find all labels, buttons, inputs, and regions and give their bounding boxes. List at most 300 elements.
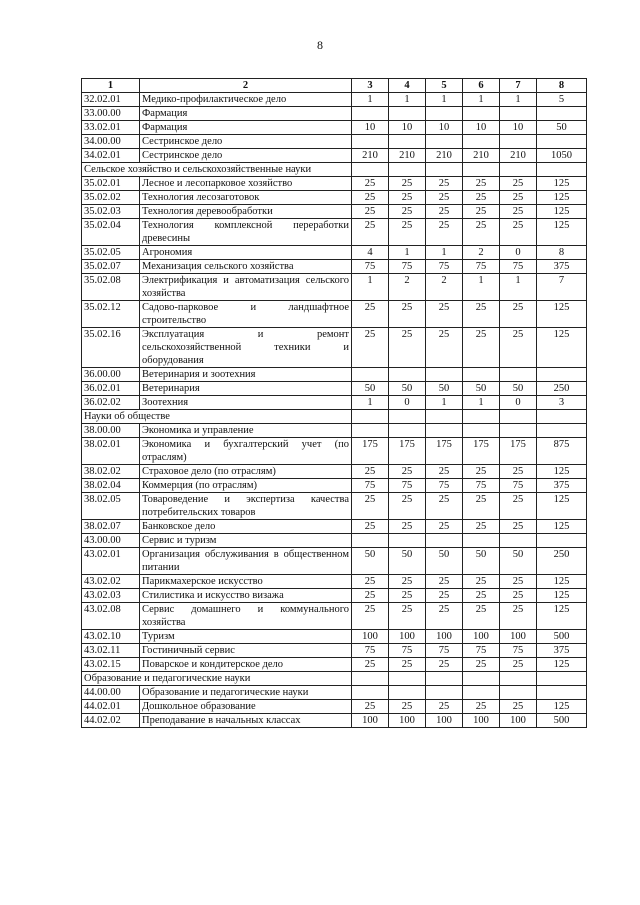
table-row (82, 246, 587, 260)
specialty-name: Парикмахерское искусство (140, 575, 352, 589)
year-value-cell: 25 (426, 191, 463, 205)
year-value-cell: 25 (463, 177, 500, 191)
specialty-code: 43.02.11 (82, 644, 140, 658)
total-cell: 125 (537, 219, 587, 246)
year-value-cell: 1 (463, 93, 500, 107)
year-value-cell: 175 (500, 438, 537, 465)
year-value-cell: 75 (426, 644, 463, 658)
year-value-cell: 25 (500, 191, 537, 205)
year-value-cell: 100 (463, 714, 500, 728)
specialty-code: 34.00.00 (82, 135, 140, 149)
table-row (82, 177, 587, 191)
column-header: 4 (389, 79, 426, 93)
total-cell: 1050 (537, 149, 587, 163)
year-value-cell: 25 (463, 603, 500, 630)
table-row (82, 479, 587, 493)
specialty-code: 43.02.03 (82, 589, 140, 603)
column-header: 2 (140, 79, 352, 93)
table-row (82, 191, 587, 205)
year-value-cell: 25 (389, 493, 426, 520)
table-row (82, 135, 587, 149)
year-value-cell: 25 (389, 191, 426, 205)
year-value-cell: 25 (426, 603, 463, 630)
specialty-name: Стилистика и искусство визажа (140, 589, 352, 603)
year-value-cell: 25 (500, 465, 537, 479)
year-value-cell: 2 (389, 274, 426, 301)
year-value-cell: 10 (463, 121, 500, 135)
year-value-cell: 25 (426, 520, 463, 534)
year-value-cell (500, 368, 537, 382)
specialty-name: Сестринское дело (140, 135, 352, 149)
year-value-cell: 25 (500, 177, 537, 191)
specialty-code: 44.02.01 (82, 700, 140, 714)
year-value-cell: 1 (500, 93, 537, 107)
specialty-code: 38.02.02 (82, 465, 140, 479)
year-value-cell: 75 (463, 479, 500, 493)
column-header: 3 (352, 79, 389, 93)
table-row (82, 686, 587, 700)
specialty-code: 43.02.01 (82, 548, 140, 575)
total-cell: 125 (537, 575, 587, 589)
year-value-cell: 25 (389, 700, 426, 714)
year-value-cell: 100 (500, 714, 537, 728)
empty-cell (500, 410, 537, 424)
year-value-cell: 50 (389, 548, 426, 575)
specialty-name: Сестринское дело (140, 149, 352, 163)
specialty-name: Технология комплексной переработки древесины (140, 219, 352, 246)
year-value-cell: 25 (500, 575, 537, 589)
year-value-cell: 75 (352, 260, 389, 274)
table-row (82, 382, 587, 396)
year-value-cell: 50 (389, 382, 426, 396)
year-value-cell: 210 (389, 149, 426, 163)
total-cell: 500 (537, 630, 587, 644)
total-cell: 125 (537, 465, 587, 479)
year-value-cell: 25 (500, 301, 537, 328)
table-row (82, 465, 587, 479)
specialty-code: 35.02.07 (82, 260, 140, 274)
year-value-cell: 2 (463, 246, 500, 260)
year-value-cell: 210 (500, 149, 537, 163)
specialty-code: 43.02.10 (82, 630, 140, 644)
year-value-cell: 25 (463, 575, 500, 589)
specialty-code: 35.02.12 (82, 301, 140, 328)
total-cell (537, 424, 587, 438)
year-value-cell: 25 (426, 177, 463, 191)
year-value-cell: 1 (426, 93, 463, 107)
empty-cell (500, 672, 537, 686)
specialty-code: 35.02.05 (82, 246, 140, 260)
total-cell: 375 (537, 260, 587, 274)
year-value-cell: 25 (426, 700, 463, 714)
column-header: 6 (463, 79, 500, 93)
total-cell: 875 (537, 438, 587, 465)
year-value-cell (426, 368, 463, 382)
year-value-cell (352, 368, 389, 382)
year-value-cell: 100 (352, 630, 389, 644)
year-value-cell: 25 (426, 493, 463, 520)
year-value-cell: 75 (389, 479, 426, 493)
section-row (82, 672, 587, 686)
year-value-cell: 25 (500, 493, 537, 520)
year-value-cell: 75 (500, 479, 537, 493)
table-row (82, 575, 587, 589)
specialty-code: 36.00.00 (82, 368, 140, 382)
year-value-cell: 10 (389, 121, 426, 135)
year-value-cell: 1 (352, 396, 389, 410)
year-value-cell: 210 (352, 149, 389, 163)
year-value-cell (463, 424, 500, 438)
year-value-cell (500, 686, 537, 700)
year-value-cell (500, 135, 537, 149)
year-value-cell: 25 (426, 328, 463, 368)
total-cell: 7 (537, 274, 587, 301)
year-value-cell: 50 (500, 548, 537, 575)
column-header: 8 (537, 79, 587, 93)
year-value-cell (463, 686, 500, 700)
year-value-cell: 50 (463, 382, 500, 396)
year-value-cell: 75 (352, 644, 389, 658)
specialty-name: Механизация сельского хозяйства (140, 260, 352, 274)
table-row (82, 493, 587, 520)
specialty-code: 43.00.00 (82, 534, 140, 548)
total-cell: 125 (537, 589, 587, 603)
specialty-name: Садово-парковое и ландшафтное строительство (140, 301, 352, 328)
year-value-cell: 25 (352, 700, 389, 714)
year-value-cell (463, 135, 500, 149)
year-value-cell: 25 (500, 205, 537, 219)
year-value-cell: 25 (389, 465, 426, 479)
year-value-cell: 25 (389, 575, 426, 589)
year-value-cell (463, 368, 500, 382)
specialty-name: Технология лесозаготовок (140, 191, 352, 205)
year-value-cell: 100 (389, 714, 426, 728)
specialty-code: 34.02.01 (82, 149, 140, 163)
year-value-cell (389, 534, 426, 548)
year-value-cell: 25 (426, 301, 463, 328)
section-row (82, 163, 587, 177)
specialty-code: 35.02.16 (82, 328, 140, 368)
year-value-cell: 10 (426, 121, 463, 135)
total-cell: 3 (537, 396, 587, 410)
year-value-cell: 25 (500, 328, 537, 368)
total-cell: 8 (537, 246, 587, 260)
specialty-code: 33.00.00 (82, 107, 140, 121)
year-value-cell: 25 (352, 301, 389, 328)
year-value-cell: 75 (389, 260, 426, 274)
year-value-cell: 25 (463, 219, 500, 246)
specialty-name: Лесное и лесопарковое хозяйство (140, 177, 352, 191)
year-value-cell: 100 (463, 630, 500, 644)
year-value-cell (389, 424, 426, 438)
specialty-name: Организация обслуживания в общественном питании (140, 548, 352, 575)
year-value-cell: 1 (463, 274, 500, 301)
specialty-name: Эксплуатация и ремонт сельскохозяйственной техники и оборудования (140, 328, 352, 368)
year-value-cell (463, 107, 500, 121)
table-row (82, 121, 587, 135)
year-value-cell (352, 107, 389, 121)
year-value-cell: 175 (463, 438, 500, 465)
year-value-cell: 100 (426, 630, 463, 644)
specialty-code: 44.02.02 (82, 714, 140, 728)
total-cell (537, 534, 587, 548)
year-value-cell: 25 (500, 603, 537, 630)
year-value-cell: 75 (463, 644, 500, 658)
year-value-cell (463, 534, 500, 548)
total-cell: 375 (537, 479, 587, 493)
total-cell: 250 (537, 548, 587, 575)
specialty-name: Товароведение и экспертиза качества потребительских товаров (140, 493, 352, 520)
year-value-cell: 1 (352, 274, 389, 301)
table-row (82, 260, 587, 274)
total-cell: 125 (537, 658, 587, 672)
year-value-cell: 25 (352, 177, 389, 191)
total-cell: 125 (537, 700, 587, 714)
year-value-cell (500, 107, 537, 121)
empty-cell (463, 163, 500, 177)
year-value-cell: 210 (463, 149, 500, 163)
specialty-code: 35.02.03 (82, 205, 140, 219)
year-value-cell (500, 424, 537, 438)
year-value-cell: 25 (352, 219, 389, 246)
specialty-code: 38.02.05 (82, 493, 140, 520)
year-value-cell: 25 (463, 493, 500, 520)
total-cell: 125 (537, 191, 587, 205)
table-row (82, 644, 587, 658)
specialty-name: Фармация (140, 107, 352, 121)
year-value-cell: 25 (500, 589, 537, 603)
year-value-cell: 0 (500, 396, 537, 410)
year-value-cell (389, 368, 426, 382)
specialty-name: Гостиничный сервис (140, 644, 352, 658)
page-number: 8 (317, 38, 323, 52)
specialty-code: 33.02.01 (82, 121, 140, 135)
total-cell: 125 (537, 493, 587, 520)
year-value-cell: 25 (426, 589, 463, 603)
year-value-cell: 25 (426, 658, 463, 672)
table-row (82, 603, 587, 630)
table-row (82, 149, 587, 163)
year-value-cell (500, 534, 537, 548)
empty-cell (537, 163, 587, 177)
specialty-name: Экономика и управление (140, 424, 352, 438)
year-value-cell: 25 (389, 520, 426, 534)
specialty-name: Фармация (140, 121, 352, 135)
specialty-name: Туризм (140, 630, 352, 644)
column-header: 7 (500, 79, 537, 93)
table-row (82, 219, 587, 246)
year-value-cell (426, 686, 463, 700)
year-value-cell: 25 (463, 520, 500, 534)
year-value-cell: 75 (500, 260, 537, 274)
year-value-cell: 0 (500, 246, 537, 260)
year-value-cell: 25 (463, 465, 500, 479)
section-row (82, 410, 587, 424)
year-value-cell: 25 (389, 177, 426, 191)
year-value-cell: 10 (352, 121, 389, 135)
admission-quota-table (81, 78, 587, 728)
specialty-code: 36.02.01 (82, 382, 140, 396)
empty-cell (389, 672, 426, 686)
year-value-cell (352, 424, 389, 438)
year-value-cell (352, 534, 389, 548)
specialty-name: Дошкольное образование (140, 700, 352, 714)
specialty-code: 43.02.02 (82, 575, 140, 589)
total-cell (537, 686, 587, 700)
empty-cell (352, 163, 389, 177)
total-cell: 250 (537, 382, 587, 396)
year-value-cell: 1 (426, 246, 463, 260)
year-value-cell (352, 135, 389, 149)
table-row (82, 630, 587, 644)
year-value-cell: 25 (352, 493, 389, 520)
year-value-cell: 25 (500, 658, 537, 672)
specialty-name: Экономика и бухгалтерский учет (по отраслям) (140, 438, 352, 465)
specialty-name: Банковское дело (140, 520, 352, 534)
table-row (82, 93, 587, 107)
year-value-cell: 100 (389, 630, 426, 644)
year-value-cell: 25 (426, 219, 463, 246)
year-value-cell: 25 (463, 589, 500, 603)
year-value-cell: 25 (426, 465, 463, 479)
specialty-code: 38.02.07 (82, 520, 140, 534)
total-cell (537, 107, 587, 121)
year-value-cell: 25 (463, 191, 500, 205)
table-row (82, 714, 587, 728)
table-row (82, 368, 587, 382)
table-row (82, 301, 587, 328)
year-value-cell: 75 (500, 644, 537, 658)
section-title: Сельское хозяйство и сельскохозяйственные науки (82, 163, 352, 177)
year-value-cell: 75 (463, 260, 500, 274)
table-body (82, 93, 587, 728)
table-row (82, 548, 587, 575)
year-value-cell: 25 (463, 700, 500, 714)
year-value-cell: 4 (352, 246, 389, 260)
year-value-cell: 50 (500, 382, 537, 396)
year-value-cell: 25 (463, 658, 500, 672)
year-value-cell: 75 (426, 479, 463, 493)
year-value-cell: 25 (500, 520, 537, 534)
specialty-code: 32.02.01 (82, 93, 140, 107)
year-value-cell: 175 (352, 438, 389, 465)
year-value-cell: 25 (500, 219, 537, 246)
year-value-cell: 25 (389, 658, 426, 672)
year-value-cell: 25 (463, 328, 500, 368)
year-value-cell (352, 686, 389, 700)
table-row (82, 700, 587, 714)
specialty-name: Страховое дело (по отраслям) (140, 465, 352, 479)
year-value-cell (426, 424, 463, 438)
table-row (82, 520, 587, 534)
empty-cell (426, 672, 463, 686)
year-value-cell: 2 (426, 274, 463, 301)
specialty-name: Образование и педагогические науки (140, 686, 352, 700)
specialty-code: 38.00.00 (82, 424, 140, 438)
year-value-cell: 100 (426, 714, 463, 728)
empty-cell (352, 410, 389, 424)
year-value-cell: 25 (463, 301, 500, 328)
year-value-cell: 25 (352, 191, 389, 205)
year-value-cell: 25 (389, 301, 426, 328)
specialty-code: 44.00.00 (82, 686, 140, 700)
total-cell: 500 (537, 714, 587, 728)
year-value-cell: 25 (426, 575, 463, 589)
year-value-cell: 1 (389, 246, 426, 260)
table-row (82, 274, 587, 301)
year-value-cell: 100 (500, 630, 537, 644)
year-value-cell: 25 (352, 575, 389, 589)
year-value-cell: 75 (426, 260, 463, 274)
total-cell: 125 (537, 328, 587, 368)
year-value-cell: 25 (352, 589, 389, 603)
specialty-name: Технология деревообработки (140, 205, 352, 219)
section-title: Науки об обществе (82, 410, 352, 424)
year-value-cell: 75 (389, 644, 426, 658)
year-value-cell: 50 (426, 382, 463, 396)
specialty-name: Медико-профилактическое дело (140, 93, 352, 107)
specialty-name: Сервис и туризм (140, 534, 352, 548)
year-value-cell: 25 (389, 328, 426, 368)
total-cell: 50 (537, 121, 587, 135)
total-cell: 125 (537, 301, 587, 328)
table-row (82, 107, 587, 121)
year-value-cell: 50 (352, 382, 389, 396)
year-value-cell: 50 (463, 548, 500, 575)
year-value-cell: 1 (426, 396, 463, 410)
year-value-cell: 1 (500, 274, 537, 301)
table-row (82, 658, 587, 672)
year-value-cell: 25 (500, 700, 537, 714)
empty-cell (426, 410, 463, 424)
table-row (82, 396, 587, 410)
specialty-code: 38.02.01 (82, 438, 140, 465)
year-value-cell: 50 (352, 548, 389, 575)
total-cell: 125 (537, 177, 587, 191)
year-value-cell: 25 (389, 603, 426, 630)
empty-cell (500, 163, 537, 177)
specialty-code: 38.02.04 (82, 479, 140, 493)
year-value-cell (389, 686, 426, 700)
year-value-cell: 25 (352, 603, 389, 630)
empty-cell (463, 410, 500, 424)
total-cell: 125 (537, 603, 587, 630)
specialty-name: Агрономия (140, 246, 352, 260)
year-value-cell (426, 534, 463, 548)
year-value-cell: 25 (426, 205, 463, 219)
empty-cell (537, 410, 587, 424)
year-value-cell (389, 135, 426, 149)
specialty-name: Преподавание в начальных классах (140, 714, 352, 728)
empty-cell (389, 163, 426, 177)
year-value-cell: 25 (389, 219, 426, 246)
year-value-cell: 175 (389, 438, 426, 465)
year-value-cell: 25 (389, 205, 426, 219)
specialty-code: 43.02.15 (82, 658, 140, 672)
year-value-cell: 1 (389, 93, 426, 107)
specialty-name: Электрификация и автоматизация сельского хозяйства (140, 274, 352, 301)
empty-cell (389, 410, 426, 424)
specialty-code: 43.02.08 (82, 603, 140, 630)
table-row (82, 205, 587, 219)
year-value-cell: 25 (389, 589, 426, 603)
specialty-name: Сервис домашнего и коммунального хозяйства (140, 603, 352, 630)
year-value-cell: 210 (426, 149, 463, 163)
specialty-code: 35.02.08 (82, 274, 140, 301)
specialty-code: 35.02.01 (82, 177, 140, 191)
year-value-cell: 100 (352, 714, 389, 728)
table-row (82, 534, 587, 548)
